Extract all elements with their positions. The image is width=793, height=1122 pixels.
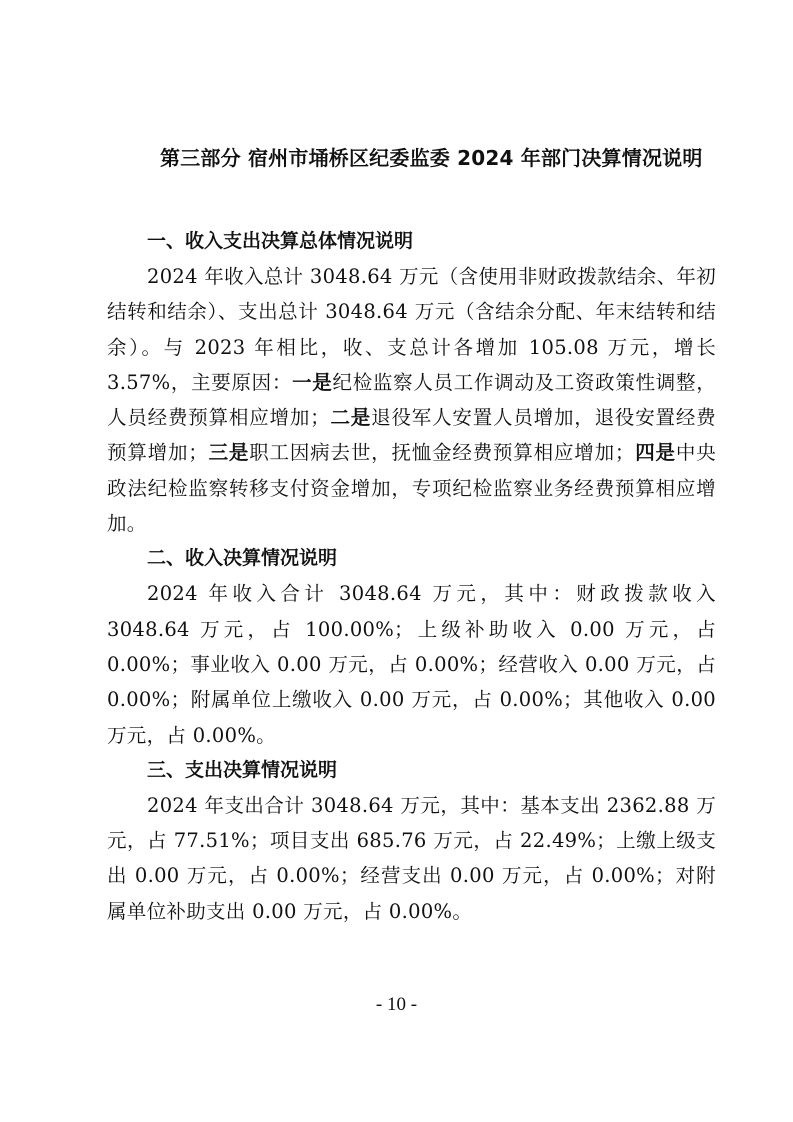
paragraph-text: 2024 年收入总计 3048.64 万元（含使用非财政拨款结余、年初结转和结余）、支出总计 3048.64 万元（含结余分配、年末结转和结余）。与 2023 年相比，收、支总计各增加 105.08 万元，增长 3.57%，主要原因： <box>107 265 716 394</box>
section-paragraph-overall <box>107 259 716 541</box>
section-heading-expenditure: 三、支出决算情况说明 <box>147 758 338 781</box>
section-heading-income: 二、收入决算情况说明 <box>147 547 338 570</box>
document-body <box>107 224 716 929</box>
page-number: - 10 - <box>375 994 418 1015</box>
paragraph-text: 职工因病去世，抚恤金经费预算相应增加； <box>249 441 635 465</box>
paragraph-text: 退役军人安置人员增加，退役安置经费预算增加； <box>107 406 716 465</box>
keyword-fourth: 四是 <box>634 441 676 465</box>
paragraph-text: 中央政法纪检监察转移支付资金增加，专项纪检监察业务经费预算相应增加。 <box>107 441 716 536</box>
section-paragraph-expenditure: 2024 年支出合计 3048.64 万元，其中：基本支出 2362.88 万元，占 77.51%；项目支出 685.76 万元，占 22.49%；上缴上级支出 0.00 万元，占 0.00%；经营支出 0.00 万元，占 0.00%；对附属单位补助支出 0.00 万元，占 0.00%。 <box>107 793 716 923</box>
section-heading-overall: 一、收入支出决算总体情况说明 <box>147 230 414 252</box>
section-paragraph-income: 2024 年收入合计 3048.64 万元，其中：财政拨款收入 3048.64 万元，占 100.00%；上级补助收入 0.00 万元，占 0.00%；事业收入 0.00 万元，占 0.00%；经营收入 0.00 万元，占 0.00%；附属单位上缴收入 0.00 万元，占 0.00%；其他收入 0.00 万元，占 0.00%。 <box>107 582 716 747</box>
page-title: 第三部分 宿州市埇桥区纪委监委 2024 年部门决算情况说明 <box>160 146 703 170</box>
paragraph-text: 纪检监察人员工作调动及工资政策性调整，人员经费预算相应增加； <box>107 370 717 430</box>
keyword-second: 二是 <box>329 406 372 430</box>
keyword-third: 三是 <box>208 441 250 465</box>
keyword-first: 一是 <box>292 370 333 394</box>
